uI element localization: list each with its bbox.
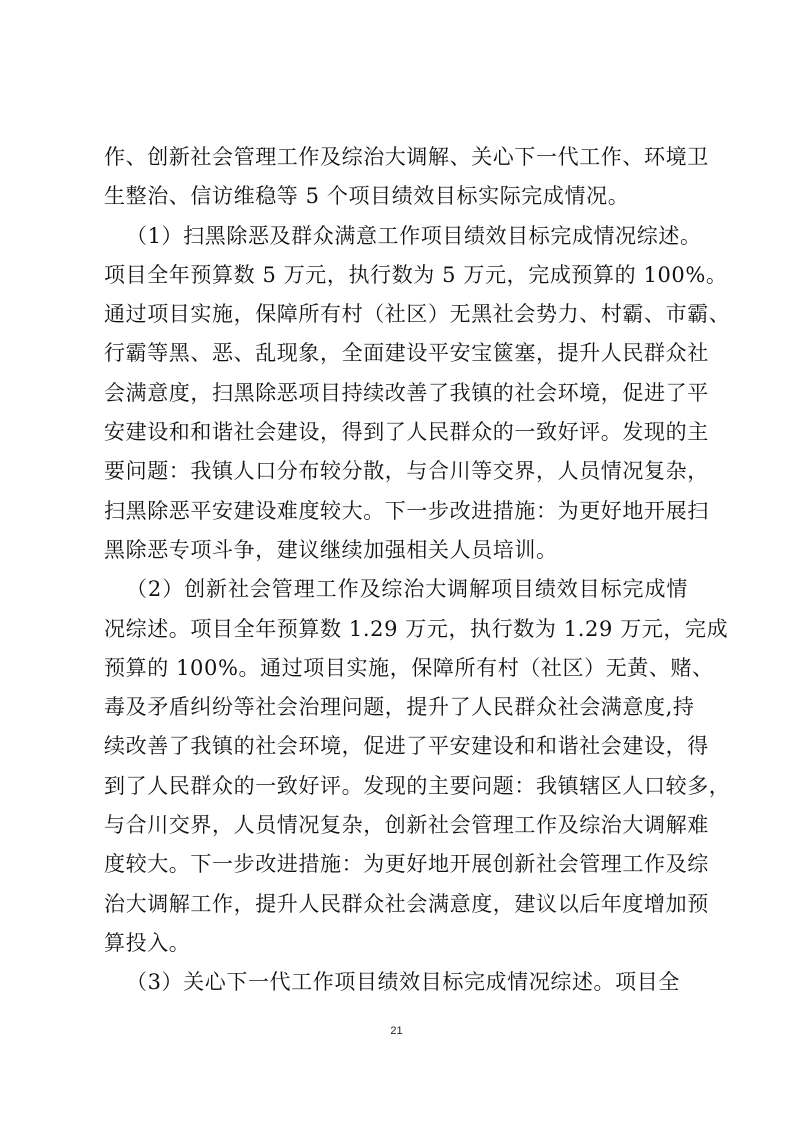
text-line: 项目全年预算数 5 万元，执行数为 5 万元，完成预算的 100%。 — [104, 262, 728, 287]
text-line: 要问题：我镇人口分布较分散，与合川等交界，人员情况复杂， — [104, 459, 709, 484]
text-line: 通过项目实施，保障所有村（社区）无黑社会势力、村霸、市霸、 — [104, 302, 731, 327]
section-heading-1: （1）扫黑除恶及群众满意工作项目绩效目标完成情况综述。 — [126, 223, 702, 248]
section-heading-2: （2）创新社会管理工作及综治大调解项目绩效目标完成情 — [126, 577, 688, 602]
text-line: 续改善了我镇的社会环境，促进了平安建设和和谐社会建设，得 — [104, 734, 709, 759]
text-line: 度较大。下一步改进措施：为更好地开展创新社会管理工作及综 — [104, 852, 709, 877]
text-line: 生整治、信访维稳等 5 个项目绩效目标实际完成情况。 — [104, 184, 630, 209]
section-heading-3: （3）关心下一代工作项目绩效目标完成情况综述。项目全 — [126, 970, 680, 995]
text-line: 治大调解工作，提升人民群众社会满意度，建议以后年度增加预 — [104, 891, 709, 916]
body-text — [104, 138, 731, 1003]
text-line: 算投入。 — [104, 930, 191, 955]
text-line: 黑除恶专项斗争，建议继续加强相关人员培训。 — [104, 537, 558, 562]
text-line: 安建设和和谐社会建设，得到了人民群众的一致好评。发现的主 — [104, 420, 709, 445]
text-line: 预算的 100%。通过项目实施，保障所有村（社区）无黄、赌、 — [104, 655, 714, 680]
text-line: 毒及矛盾纠纷等社会治理问题，提升了人民群众社会满意度,持 — [104, 695, 695, 720]
text-line: 到了人民群众的一致好评。发现的主要问题：我镇辖区人口较多， — [104, 773, 731, 798]
text-line: 会满意度，扫黑除恶项目持续改善了我镇的社会环境，促进了平 — [104, 380, 709, 405]
page-number: 21 — [390, 1025, 403, 1037]
text-line: 行霸等黑、恶、乱现象，全面建设平安宝篋塞，提升人民群众社 — [104, 341, 709, 366]
text-line: 况综述。项目全年预算数 1.29 万元，执行数为 1.29 万元，完成 — [104, 616, 729, 641]
text-line: 作、创新社会管理工作及综治大调解、关心下一代工作、环境卫 — [104, 145, 709, 169]
text-line: 与合川交界，人员情况复杂，创新社会管理工作及综治大调解难 — [104, 813, 709, 838]
text-line: 扫黑除恶平安建设难度较大。下一步改进措施：为更好地开展扫 — [104, 498, 709, 523]
